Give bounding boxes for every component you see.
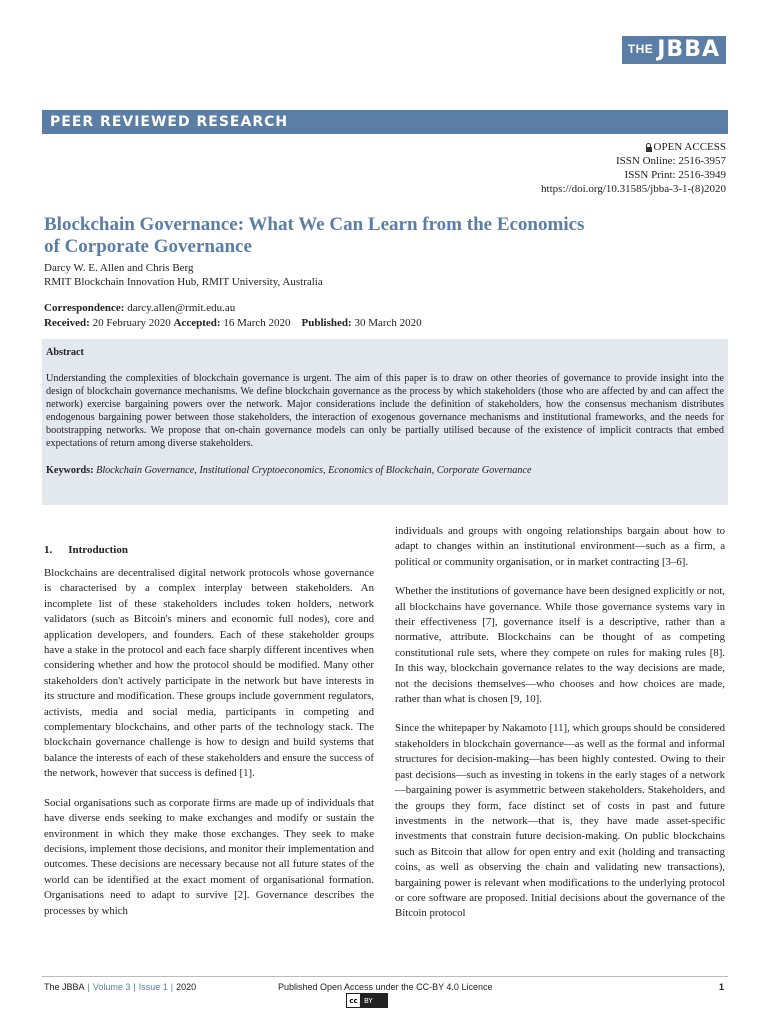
article-meta xyxy=(541,140,726,196)
footer-divider xyxy=(42,976,728,977)
paragraph: Blockchains are decentralised digital network protocols whose governance is characterised by a complex interplay between stakeholders. An incomplete list of these stakeholders includes token holders, network validators (such as Bitcoin's miners and economic full nodes), core and application developers, and founders. Each of these stakeholder groups have a stake in the protocol and each face sharply different incentives when considering whether and how the protocol should be modified. Many other stakeholders don't actively participate in the network but have interests in its structure and modification. These groups include government regulators, activists, media and social media, participants in competing and complementary blockchains, and other parts of the technology stack. The blockchain governance challenge is how to design and build systems that balance the interests of each of these stakeholders and ensure the success of the network, however that success is defined [1]. xyxy=(44,567,374,780)
footer-volume: Volume 3 xyxy=(92,982,131,992)
page-number: 1 xyxy=(718,982,724,992)
footer-licence: Published Open Access under the CC-BY 4.0 Licence xyxy=(278,982,493,992)
logo-the: THE xyxy=(622,36,656,64)
correspondence-label: Correspondence: xyxy=(44,302,125,314)
accepted-date: 16 March 2020 xyxy=(223,317,291,329)
authors: Darcy W. E. Allen and Chris Berg xyxy=(44,262,194,274)
lock-icon xyxy=(646,147,652,152)
keywords-list: Blockchain Governance, Institutional Cryptoeconomics, Economics of Blockchain, Corporate Governance xyxy=(96,465,532,476)
footer-issue: Issue 1 xyxy=(138,982,168,992)
by-label: BY xyxy=(364,996,373,1005)
paragraph: Social organisations such as corporate firms are made up of individuals that have diverse ends seeking to make exchanges and modify or sustain the environment in which they make those exchanges. They seek to make decisions, implement those decisions, and monitor their implementation and outcomes. These decisions are necessary because not all future states of the world can be identified at the exact moment of organisational formation. Organisations need to adapt to survive [2]. Governance describes the processes by which xyxy=(44,796,374,917)
abstract-heading: Abstract xyxy=(46,347,84,358)
paragraph: Whether the institutions of governance have been designed explicitly or not, all blockchains have governance. While those governance systems vary in their effectiveness [7], governance itself is a descriptive, rather than a normative, attribute. Blockchains can be thought of as competing constitutional rule sets, where they compete on rules for making rules [8]. In this way, blockchain governance relates to the way decisions are made, not the decisions themselves—who chooses and how choices are made, rather than what is chosen [9, 10]. xyxy=(395,585,725,706)
keywords-label: Keywords: xyxy=(46,465,94,476)
abstract-box xyxy=(42,339,728,505)
author-block xyxy=(44,261,323,289)
published-date: 30 March 2020 xyxy=(354,317,422,329)
open-access xyxy=(541,140,726,154)
section-number: 1. xyxy=(44,544,53,556)
correspondence-email[interactable]: darcy.allen@rmit.edu.au xyxy=(127,302,236,314)
article-title: Blockchain Governance: What We Can Learn from the Economics of Corporate Governance xyxy=(44,214,585,257)
body-column-right xyxy=(395,524,725,936)
affiliation: RMIT Blockchain Innovation Hub, RMIT University, Australia xyxy=(44,276,323,288)
keywords xyxy=(46,464,724,477)
paragraph: Since the whitepaper by Nakamoto [11], which groups should be considered stakeholders in blockchain governance—as well as the formal and informal structures for decision-making—has been highly contested. Owing to their past decisions—such as investing in tokens in the early stages of a network—bargaining power is asymmetric between stakeholders. Stakeholders, and the groups they form, face distinct set of costs in past and future investments in the network—that is, they have made asset-specific investments that constrain future decision-making. On public blockchains such as Bitcoin that allow for open entry and exit (holding and transacting coins, as well as observing the chain and validating new transactions), bargaining power is relevant when modifications to the underlying protocol or core software are proposed. Initial decisions about the governance of the Bitcoin protocol xyxy=(395,722,725,920)
published-label: Published: xyxy=(301,317,352,329)
cc-by-badge[interactable] xyxy=(346,993,388,1008)
accepted-label: Accepted: xyxy=(173,317,221,329)
logo-jbba: JBBA xyxy=(655,36,726,64)
section-heading xyxy=(44,544,144,556)
received-label: Received: xyxy=(44,317,90,329)
abstract-text: Understanding the complexities of blockchain governance is urgent. The aim of this paper is to draw on other theories of governance to provide insight into the design of blockchain governance mechanisms. We define blockchain governance as the process by which stakeholders (those who are affected by and can affect the network) exercise bargaining powers over the network. Major considerations include the definition of stakeholders, how the consensus mechanism distributes endogenous bargaining power between those stakeholders, the interaction of exogenous governance mechanisms and institutional frameworks, and the needs for bootstrapping networks. We propose that on-chain governance models can only be partially utilised because of the existence of implicit contracts that embed expectations of return among diverse stakeholders. xyxy=(46,373,724,449)
footer-journal: The JBBA xyxy=(44,982,85,992)
received-date: 20 February 2020 xyxy=(92,317,171,329)
section-title: Introduction xyxy=(68,544,128,556)
footer-year: 2020 xyxy=(176,982,197,992)
footer-citation: The JBBA | Volume 3 | Issue 1 | 2020 xyxy=(44,982,197,992)
correspondence-block xyxy=(44,301,422,331)
body-column-left xyxy=(44,566,374,933)
issn-print: ISSN Print: 2516-3949 xyxy=(624,169,726,181)
issn-online: ISSN Online: 2516-3957 xyxy=(616,155,726,167)
doi-link[interactable]: https://doi.org/10.31585/jbba-3-1-(8)2020 xyxy=(541,183,726,195)
dates-line xyxy=(44,316,422,331)
section-banner: PEER REVIEWED RESEARCH xyxy=(42,110,728,134)
journal-logo xyxy=(622,36,726,64)
cc-icon: cc xyxy=(347,994,360,1007)
paragraph: individuals and groups with ongoing relationships bargain about how to adapt to changes within an institutional environment—such as a firm, a political or community organisation, or in market contracting [3–6]. xyxy=(395,525,725,568)
open-access-label: OPEN ACCESS xyxy=(653,141,726,153)
